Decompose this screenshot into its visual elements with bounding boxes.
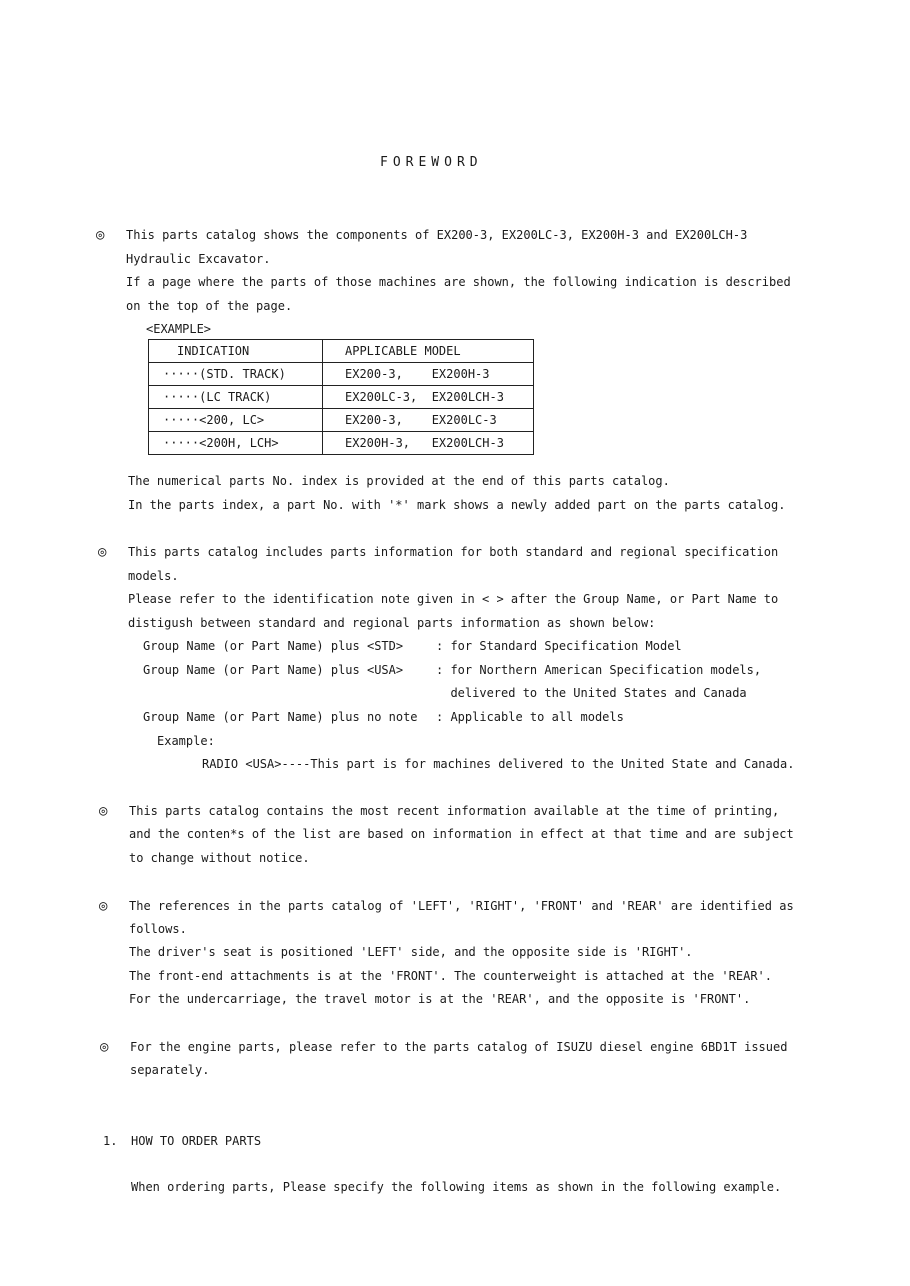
example-text: RADIO <USA>----This part is for machines delivered to the United State and Canada. [202,757,795,771]
table-cell: ·····(STD. TRACK) [149,363,323,386]
order-heading: HOW TO ORDER PARTS [131,1134,262,1148]
section1-line: If a page where the parts of those machines are shown, the following indication is described [126,275,791,289]
table-cell: ·····<200H, LCH> [149,432,323,455]
section4-line: The front-end attachments is at the 'FRONT'. The counterweight is attached at the 'REAR'. [129,969,772,983]
section1-note: The numerical parts No. index is provided at the end of this parts catalog. [128,474,670,488]
table-header-row [149,340,534,363]
section3-line: This parts catalog contains the most recent information available at the time of printing, [129,804,780,818]
order-number: 1. [103,1134,118,1148]
spec-left: Group Name (or Part Name) plus no note [143,710,418,724]
section1-line: This parts catalog shows the components of EX200-3, EX200LC-3, EX200H-3 and EX200LCH-3 [126,228,748,242]
example-label: <EXAMPLE> [146,322,212,336]
section3-line: to change without notice. [129,851,310,865]
section4-line: follows. [129,922,187,936]
table-cell: EX200-3, EX200H-3 [323,363,534,386]
table-row [149,409,534,432]
section4-line: The references in the parts catalog of 'LEFT', 'RIGHT', 'FRONT' and 'REAR' are identified as [129,899,794,913]
table-cell: ·····<200, LC> [149,409,323,432]
spec-left: Group Name (or Part Name) plus <USA> [143,663,404,677]
section4-line: The driver's seat is positioned 'LEFT' side, and the opposite side is 'RIGHT'. [129,945,693,959]
section2-line: distigush between standard and regional parts information as shown below: [128,616,656,630]
bullet-icon: ◎ [99,803,108,819]
section5-line: For the engine parts, please refer to the parts catalog of ISUZU diesel engine 6BD1T issued [130,1040,788,1054]
spec-right: : for Northern American Specification models, [436,663,762,677]
section2-line: models. [128,569,179,583]
bullet-icon: ◎ [99,898,108,914]
table-header: INDICATION [149,340,323,363]
spec-right: : Applicable to all models [436,710,624,724]
section4-line: For the undercarriage, the travel motor is at the 'REAR', and the opposite is 'FRONT'. [129,992,751,1006]
indication-table [148,339,534,455]
table-cell: EX200-3, EX200LC-3 [323,409,534,432]
example-label: Example: [157,734,215,748]
table-row [149,386,534,409]
page-title: FOREWORD [380,155,483,170]
table-cell: ·····(LC TRACK) [149,386,323,409]
spec-right: : for Standard Specification Model [436,639,682,653]
spec-right: delivered to the United States and Canada [436,686,747,700]
table-header: APPLICABLE MODEL [323,340,534,363]
section1-line: Hydraulic Excavator. [126,252,271,266]
section2-line: This parts catalog includes parts information for both standard and regional specification [128,545,779,559]
section1-note: In the parts index, a part No. with '*' mark shows a newly added part on the parts catalog. [128,498,786,512]
bullet-icon: ◎ [98,544,107,560]
bullet-icon: ◎ [100,1039,109,1055]
section2-line: Please refer to the identification note given in < > after the Group Name, or Part Name to [128,592,779,606]
section1-line: on the top of the page. [126,299,293,313]
table-row [149,432,534,455]
table-row [149,363,534,386]
bullet-icon: ◎ [96,227,105,243]
section3-line: and the conten*s of the list are based on information in effect at that time and are subject [129,827,794,841]
order-text: When ordering parts, Please specify the following items as shown in the following example. [131,1180,782,1194]
table-cell: EX200H-3, EX200LCH-3 [323,432,534,455]
section5-line: separately. [130,1063,210,1077]
table-cell: EX200LC-3, EX200LCH-3 [323,386,534,409]
spec-left: Group Name (or Part Name) plus <STD> [143,639,404,653]
